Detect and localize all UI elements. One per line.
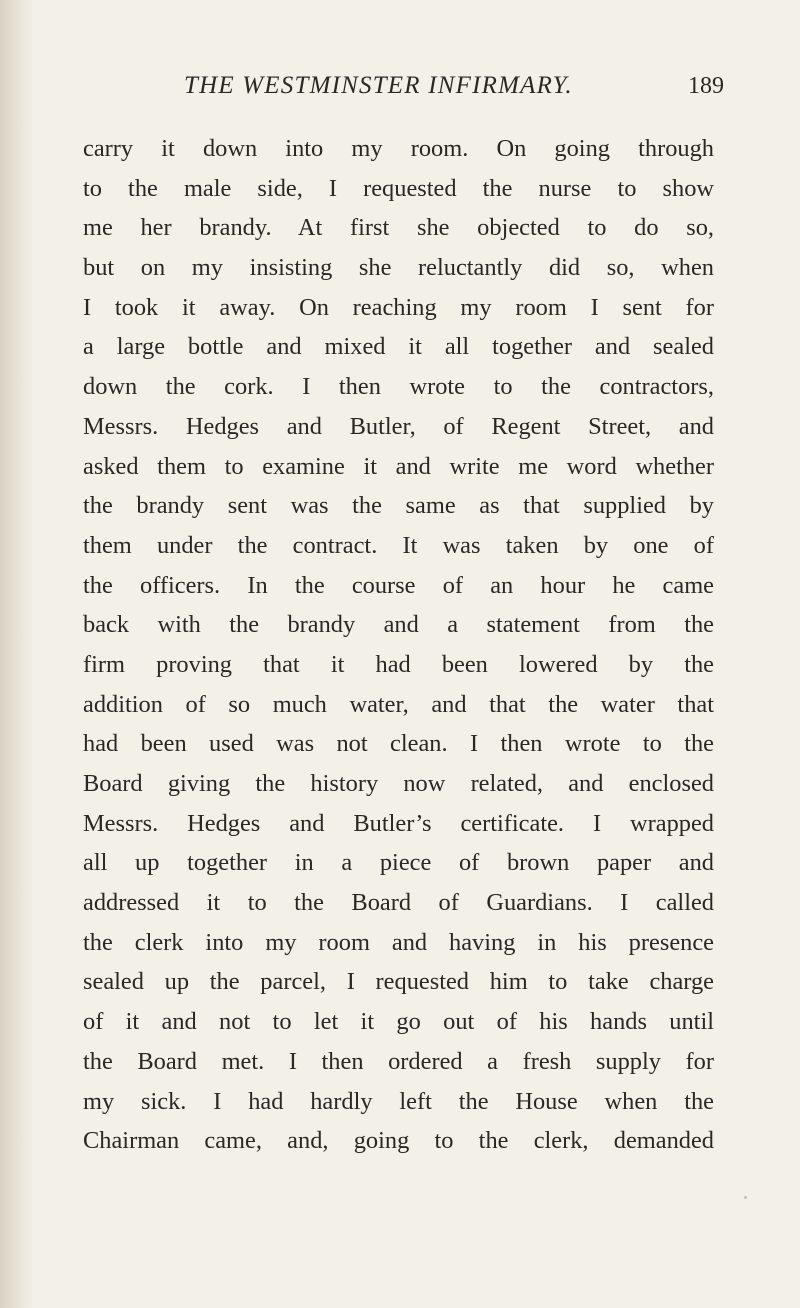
text-line: me her brandy. At first she objected to do so, — [83, 214, 714, 242]
text-line: had been used was not clean. I then wrote to the — [83, 730, 714, 758]
text-line: the officers. In the course of an hour he came — [83, 571, 714, 599]
running-title: THE WESTMINSTER INFIRMARY. — [184, 72, 573, 99]
paper-speck — [744, 1196, 747, 1199]
text-line: all up together in a piece of brown paper and — [83, 849, 714, 877]
text-line: them under the contract. It was taken by one of — [83, 531, 714, 559]
text-line: firm proving that it had been lowered by the — [83, 650, 714, 678]
text-line: the Board met. I then ordered a fresh supply for — [83, 1047, 714, 1075]
text-line: my sick. I had hardly left the House when the — [83, 1087, 714, 1115]
body-text — [83, 129, 714, 1161]
text-line: but on my insisting she reluctantly did so, when — [83, 254, 714, 282]
text-line: Messrs. Hedges and Butler’s certificate. I wrapped — [83, 809, 714, 837]
running-head — [184, 66, 724, 106]
text-line: Chairman came, and, going to the clerk, demanded — [83, 1127, 714, 1155]
text-line: I took it away. On reaching my room I sent for — [83, 293, 714, 321]
page-gutter-shadow — [0, 0, 34, 1308]
text-line: sealed up the parcel, I requested him to take charge — [83, 968, 714, 996]
text-line: the clerk into my room and having in his presence — [83, 928, 714, 956]
text-line: carry it down into my room. On going through — [83, 135, 714, 162]
text-line: Messrs. Hedges and Butler, of Regent Street, and — [83, 412, 714, 440]
page-number: 189 — [688, 73, 724, 99]
text-line: Board giving the history now related, and enclosed — [83, 770, 714, 797]
text-line: of it and not to let it go out of his hands until — [83, 1008, 714, 1036]
text-line: down the cork. I then wrote to the contractors, — [83, 373, 714, 401]
text-line: asked them to examine it and write me word whether — [83, 452, 714, 480]
text-line: a large bottle and mixed it all together and sealed — [83, 333, 714, 361]
text-line: addressed it to the Board of Guardians. I called — [83, 889, 714, 917]
text-line: the brandy sent was the same as that supplied by — [83, 492, 714, 520]
text-line: back with the brandy and a statement from the — [83, 611, 714, 639]
text-line: addition of so much water, and that the water that — [83, 690, 714, 718]
text-line: to the male side, I requested the nurse to show — [83, 174, 714, 202]
